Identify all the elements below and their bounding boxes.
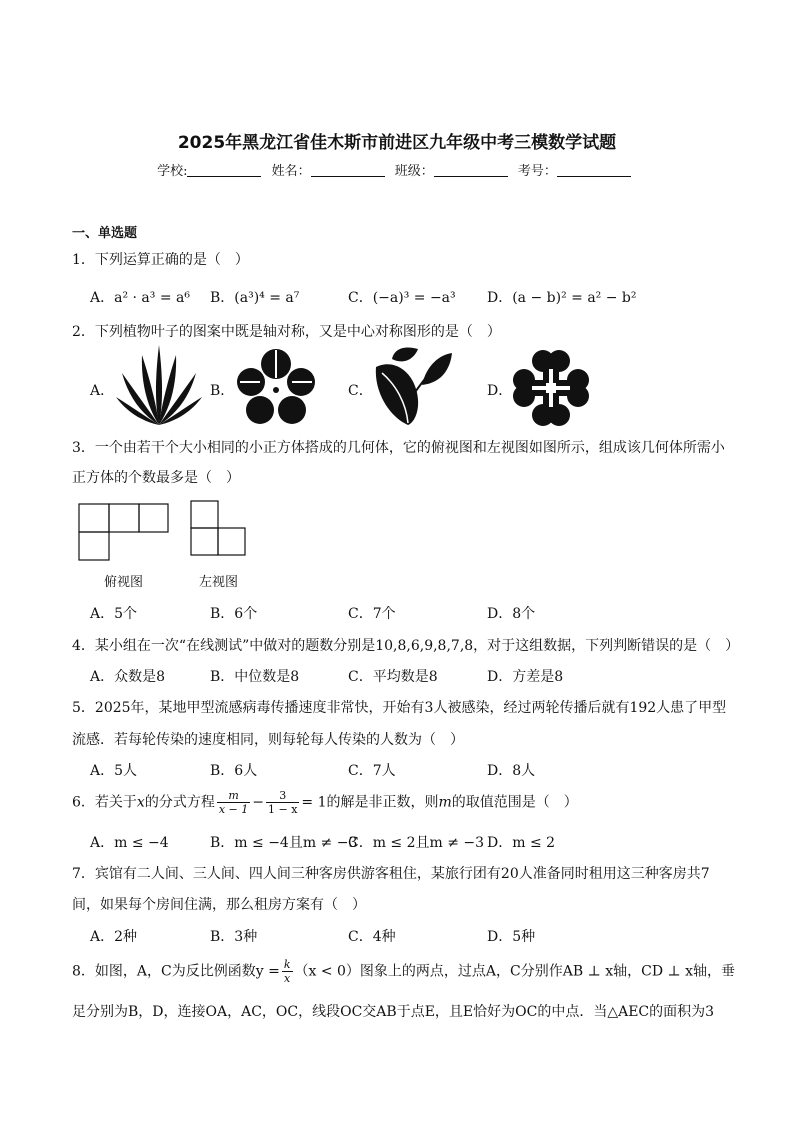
q3-option-a[interactable]: A．5个 bbox=[90, 606, 138, 622]
q8-fraction bbox=[282, 958, 293, 985]
q3-option-b[interactable]: B．6个 bbox=[210, 606, 258, 622]
exam-title: 2025年黑龙江省佳木斯市前进区九年级中考三模数学试题 bbox=[177, 133, 617, 153]
q1-option-d[interactable]: D．(a − b)² = a² − b² bbox=[487, 290, 637, 306]
q2-stem: 2．下列植物叶子的图案中既是轴对称，又是中心对称图形的是（ ） bbox=[72, 324, 501, 340]
left-view-caption: 左视图 bbox=[199, 575, 239, 590]
q7-option-c[interactable]: C．4种 bbox=[348, 929, 396, 945]
class-label: 班级： bbox=[394, 164, 434, 179]
q6-fraction-2-numerator: 3 bbox=[266, 789, 299, 803]
q1-option-b[interactable]: B．(a³)⁴ = a⁷ bbox=[210, 290, 300, 306]
q6-stem-post: 的解是非正数，则 bbox=[326, 794, 439, 811]
q4-stem: 4．某小组在一次“在线测试”中做对的题数分别是10,8,6,9,8,7,8，对于这组数据，下列判断错误的是（ ） bbox=[72, 638, 740, 654]
q7-option-a[interactable]: A．2种 bbox=[90, 929, 138, 945]
section-heading: 一、单选题 bbox=[72, 226, 138, 241]
q5-option-b[interactable]: B．6人 bbox=[210, 763, 258, 779]
q2-option-c[interactable]: C． bbox=[348, 383, 373, 399]
q6-option-a[interactable]: A．m ≤ −4 bbox=[90, 835, 169, 851]
q6-fraction-1 bbox=[217, 789, 250, 816]
q6-stem-mid: 的分式方程 bbox=[144, 794, 215, 811]
q4-option-a[interactable]: A．众数是8 bbox=[90, 669, 166, 685]
q7-stem-line2: 间，如果每个房间住满，那么租房方案有（ ） bbox=[72, 897, 366, 913]
q7-option-b[interactable]: B．3种 bbox=[210, 929, 258, 945]
q4-option-b[interactable]: B．中位数是8 bbox=[210, 669, 300, 685]
q8-stem-line2: 足分别为B，D，连接OA，AC，OC，线段OC交AB于点E，且E恰好为OC的中点．当△AEC的面积为3 bbox=[72, 1004, 715, 1020]
left-view-grid bbox=[189, 499, 249, 559]
q6-option-d[interactable]: D．m ≤ 2 bbox=[487, 835, 556, 851]
q5-option-c[interactable]: C．7人 bbox=[348, 763, 396, 779]
name-blank[interactable] bbox=[311, 164, 385, 177]
q3-stem-line2: 正方体的个数最多是（ ） bbox=[72, 470, 240, 486]
q7-option-d[interactable]: D．5种 bbox=[487, 929, 536, 945]
student-info-row bbox=[0, 160, 794, 179]
name-label: 姓名： bbox=[271, 164, 311, 179]
q5-stem-line1: 5．2025年，某地甲型流感病毒传播速度非常快，开始有3人被感染，经过两轮传播后就有192人患了甲型 bbox=[72, 700, 727, 716]
q7-stem-line1: 7．宾馆有二人间、三人间、四人间三种客房供游客租住，某旅行团有20人准备同时租用这三种客房共7 bbox=[72, 866, 710, 882]
q3-option-c[interactable]: C．7个 bbox=[348, 606, 396, 622]
q6-option-c[interactable]: C．m ≤ 2且m ≠ −3 bbox=[348, 835, 485, 851]
q6-var-x: x bbox=[136, 794, 145, 811]
q8-stem-pre: 8．如图，A，C为反比例函数y = bbox=[72, 963, 280, 980]
school-blank[interactable] bbox=[187, 164, 261, 177]
q8-stem-line1 bbox=[72, 958, 735, 985]
q6-equals: = 1 bbox=[301, 794, 327, 811]
q8-stem-post: （x < 0）图象上的两点，过点A，C分别作AB ⊥ x轴，CD ⊥ x轴，垂 bbox=[294, 963, 736, 980]
q6-stem-tail: 的取值范围是（ ） bbox=[451, 794, 578, 811]
q6-stem bbox=[72, 789, 578, 816]
q6-fraction-1-numerator: m bbox=[217, 789, 250, 803]
q3-option-d[interactable]: D．8个 bbox=[487, 606, 536, 622]
top-view-grid bbox=[78, 503, 170, 563]
exam-no-blank[interactable] bbox=[557, 164, 631, 177]
q6-fraction-2 bbox=[266, 789, 299, 816]
q2-option-a[interactable]: A． bbox=[90, 383, 115, 399]
top-view-caption: 俯视图 bbox=[104, 575, 144, 590]
q6-minus: − bbox=[252, 794, 264, 811]
class-blank[interactable] bbox=[434, 164, 508, 177]
flower-petals-icon bbox=[236, 348, 316, 426]
q1-stem: 1．下列运算正确的是（ ） bbox=[72, 252, 249, 268]
exam-no-label: 考号： bbox=[517, 164, 557, 179]
q5-option-a[interactable]: A．5人 bbox=[90, 763, 138, 779]
q4-option-c[interactable]: C．平均数是8 bbox=[348, 669, 438, 685]
four-heart-clover-icon bbox=[512, 349, 590, 427]
q2-option-d[interactable]: D． bbox=[487, 383, 513, 399]
q1-option-a[interactable]: A．a² · a³ = a⁶ bbox=[90, 290, 190, 306]
q5-option-d[interactable]: D．8人 bbox=[487, 763, 536, 779]
q4-option-d[interactable]: D．方差是8 bbox=[487, 669, 564, 685]
q6-stem-pre: 6．若关于 bbox=[72, 794, 137, 811]
q6-fraction-1-denominator: x − 1 bbox=[218, 803, 249, 816]
school-label: 学校: bbox=[157, 164, 188, 179]
q8-fraction-numerator: k bbox=[283, 958, 291, 971]
q6-option-b[interactable]: B．m ≤ −4且m ≠ −3 bbox=[210, 835, 358, 851]
q8-fraction-denominator: x bbox=[284, 972, 291, 985]
bamboo-leaf-icon bbox=[116, 345, 202, 427]
q6-fraction-2-denominator: 1 − x bbox=[267, 803, 298, 816]
q2-option-b[interactable]: B． bbox=[210, 383, 235, 399]
q6-var-m: m bbox=[438, 794, 452, 811]
q5-stem-line2: 流感．若每轮传染的速度相同，则每轮每人传染的人数为（ ） bbox=[72, 732, 464, 748]
branch-leaves-icon bbox=[372, 345, 454, 427]
q1-option-c[interactable]: C．(−a)³ = −a³ bbox=[348, 290, 456, 306]
q3-stem-line1: 3．一个由若干个大小相同的小正方体搭成的几何体，它的俯视图和左视图如图所示，组成该几何体所需小 bbox=[72, 440, 725, 456]
